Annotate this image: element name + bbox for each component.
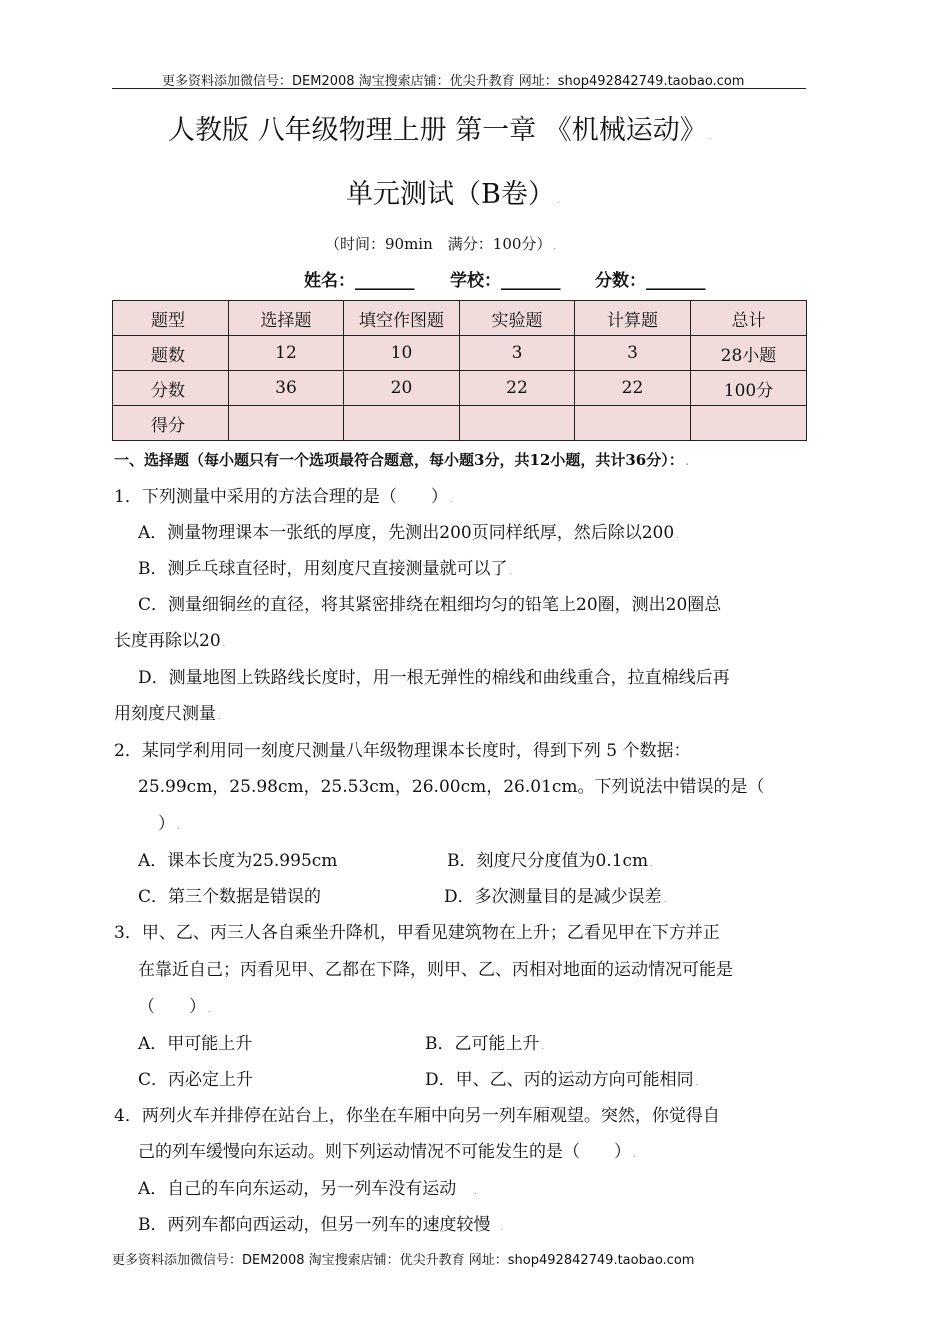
- page-footer: 更多资料添加微信号：DEM2008 淘宝搜索店铺：优尖升教育 网址：shop492842749.taobao.com: [112, 1253, 695, 1268]
- question-4-option-a: A．自己的车向东运动，另一列车没有运动 .: [138, 1179, 477, 1199]
- title-line-1: 人教版 八年级物理上册 第一章 《机械运动》 .: [168, 115, 712, 146]
- table-cell: 28小题: [691, 336, 807, 371]
- table-cell: 填空作图题: [344, 301, 460, 336]
- table-cell: 选择题: [229, 301, 344, 336]
- table-cell: [344, 406, 460, 441]
- table-cell: 总计: [691, 301, 807, 336]
- table-cell: 分数: [113, 371, 229, 406]
- table-cell: 100分: [691, 371, 807, 406]
- question-1-option-a: A．测量物理课本一张纸的厚度，先测出200页同样纸厚，然后除以200 .: [138, 523, 679, 543]
- title-line-2: 单元测试（B卷） .: [346, 179, 560, 210]
- question-2-option-a: A．课本长度为25.995cm: [138, 851, 338, 871]
- question-4-option-b: B．两列车都向西运动，但另一列车的速度较慢 .: [138, 1215, 504, 1235]
- table-cell: 12: [229, 336, 344, 371]
- table-cell: 3: [575, 336, 691, 371]
- question-2-option-c: C．第三个数据是错误的: [138, 887, 322, 907]
- table-cell: 实验题: [460, 301, 575, 336]
- table-cell: 计算题: [575, 301, 691, 336]
- table-cell: 3: [460, 336, 575, 371]
- question-2-option-d: D．多次测量目的是减少误差 .: [444, 887, 667, 907]
- question-1-option-b: B．测乒乓球直径时，用刻度尺直接测量就可以了 .: [138, 559, 513, 579]
- table-cell: 20: [344, 371, 460, 406]
- header-rule: [112, 88, 806, 89]
- question-2-stem-line-3: ） .: [158, 814, 180, 834]
- score-table: [112, 300, 807, 441]
- table-row: [113, 406, 807, 441]
- table-cell: 36: [229, 371, 344, 406]
- table-cell: 22: [460, 371, 575, 406]
- table-cell: 题数: [113, 336, 229, 371]
- page-header: 更多资料添加微信号：DEM2008 淘宝搜索店铺：优尖升教育 网址：shop492842749.taobao.com: [162, 74, 745, 89]
- question-4-stem-line-2: 己的列车缓慢向东运动。则下列运动情况不可能发生的是（ ） .: [138, 1142, 636, 1162]
- table-cell: 22: [575, 371, 691, 406]
- question-3-option-b: B．乙可能上升 .: [425, 1034, 545, 1054]
- exam-meta: （时间：90min 满分：100分） .: [325, 235, 556, 253]
- question-1-option-d: D．测量地图上铁路线长度时，用一根无弹性的棉线和曲线重合，拉直棉线后再: [138, 668, 730, 688]
- school-field: 学校：_______: [450, 271, 561, 291]
- table-cell: 得分: [113, 406, 229, 441]
- table-cell: [575, 406, 691, 441]
- table-cell: [460, 406, 575, 441]
- question-3-option-c: C．丙必定上升: [138, 1070, 254, 1090]
- question-3-stem-line-3: （ ） .: [138, 997, 211, 1017]
- question-4-stem: 4．两列火车并排停在站台上，你坐在车厢中向另一列车厢观望。突然，你觉得自: [114, 1106, 720, 1126]
- question-1-option-c-continued: 长度再除以20 .: [114, 631, 226, 651]
- score-table-header-row: [113, 301, 807, 336]
- question-1-option-c: C．测量细铜丝的直径，将其紧密排绕在粗细均匀的铅笔上20圈，测出20圈总: [138, 595, 722, 615]
- question-3-stem-line-2: 在靠近自己；丙看见甲、乙都在下降，则甲、乙、丙相对地面的运动情况可能是: [138, 960, 733, 980]
- question-3-stem: 3．甲、乙、丙三人各自乘坐升降机，甲看见建筑物在上升；乙看见甲在下方并正: [114, 923, 720, 943]
- table-cell: 10: [344, 336, 460, 371]
- question-1-stem: 1．下列测量中采用的方法合理的是（ ） .: [114, 487, 453, 507]
- question-1-option-d-continued: 用刻度尺测量 .: [114, 704, 221, 724]
- question-2-stem-line-2: 25.99cm，25.98cm，25.53cm，26.00cm，26.01cm。下列说法中错误的是（: [138, 777, 765, 797]
- question-3-option-a: A．甲可能上升: [138, 1034, 253, 1054]
- question-2-stem: 2．某同学利用同一刻度尺测量八年级物理课本长度时，得到下列 5 个数据：: [114, 741, 691, 761]
- table-row: [113, 336, 807, 371]
- name-field: 姓名：_______: [304, 271, 415, 291]
- table-cell: 题型: [113, 301, 229, 336]
- question-2-option-b: B．刻度尺分度值为0.1cm .: [447, 851, 653, 871]
- question-3-option-d: D．甲、乙、丙的运动方向可能相同 .: [425, 1070, 699, 1090]
- score-field: 分数：_______: [595, 271, 706, 291]
- table-row: [113, 371, 807, 406]
- table-cell: [691, 406, 807, 441]
- section-heading: 一、选择题（每小题只有一个选项最符合题意，每小题3分，共12小题，共计36分）： .: [114, 451, 689, 469]
- table-cell: [229, 406, 344, 441]
